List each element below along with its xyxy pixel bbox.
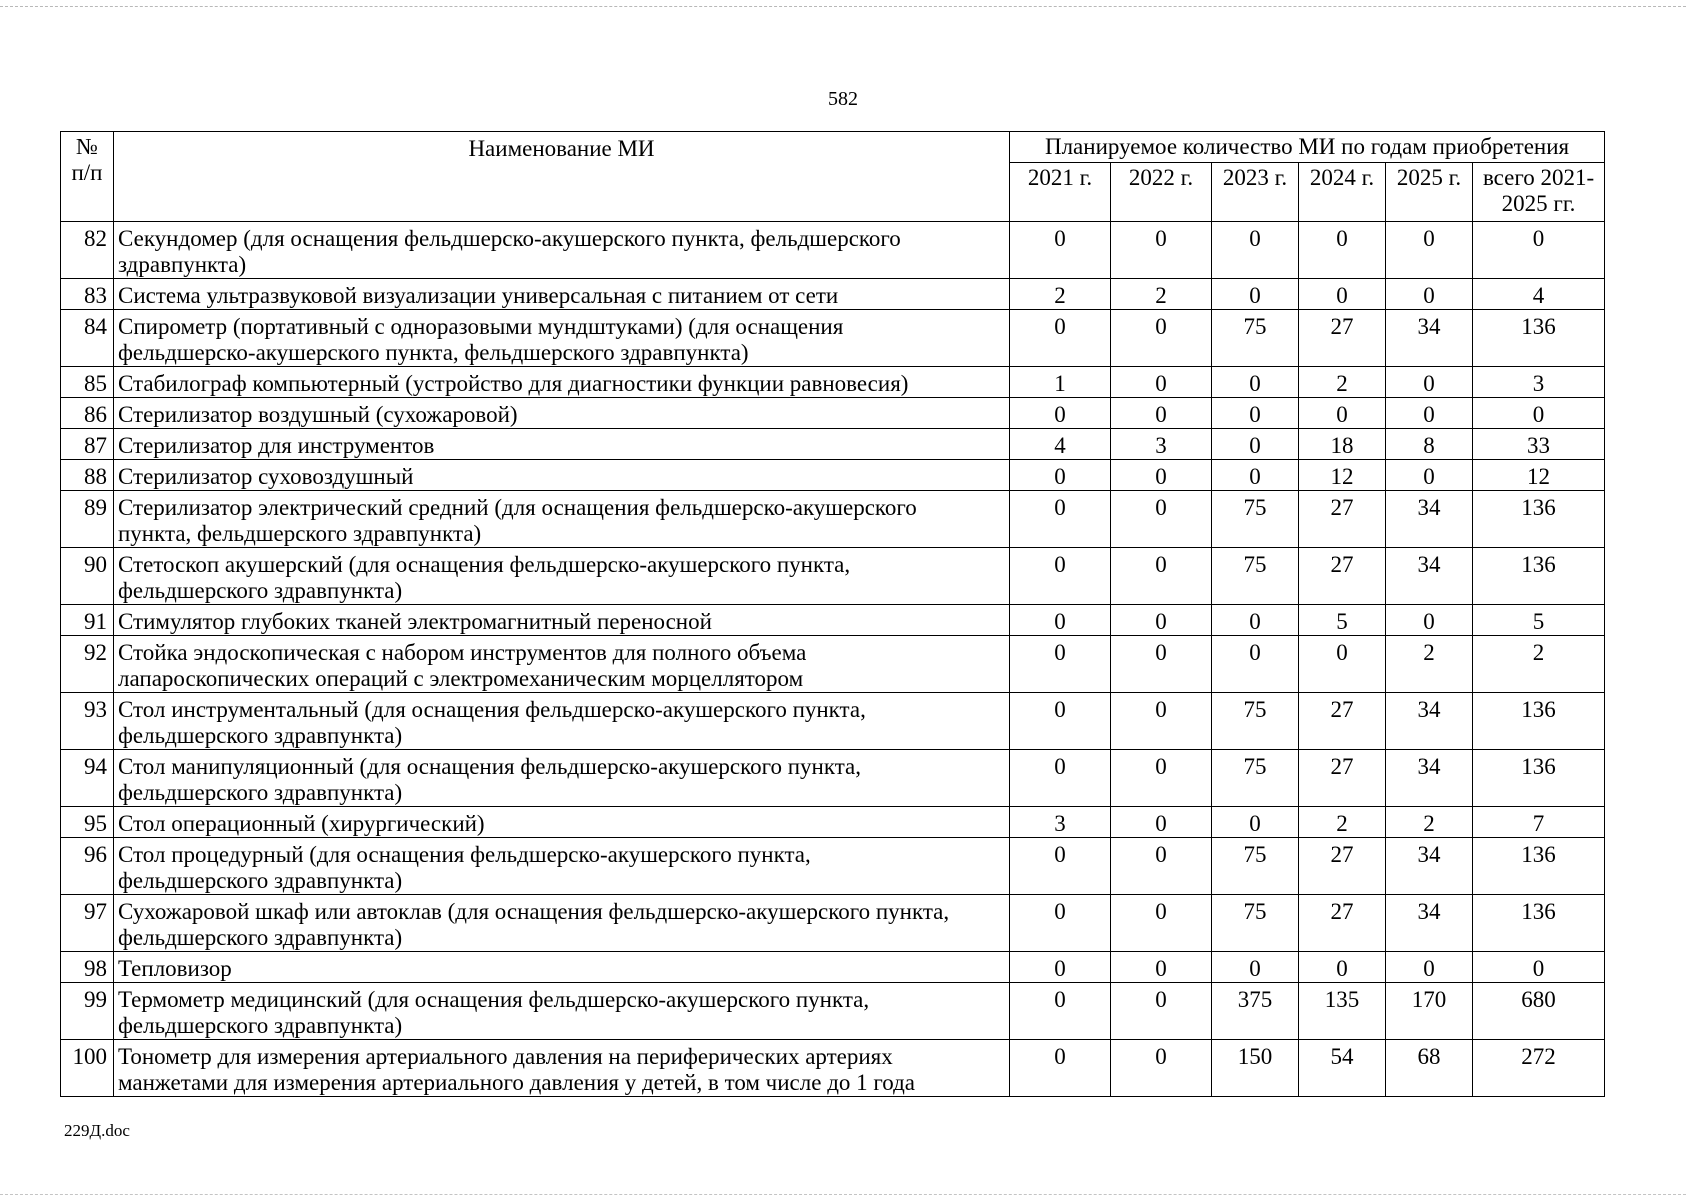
row-total: 136 [1473, 491, 1605, 548]
row-name-line: Стабилограф компьютерный (устройство для диагностики функции равновесия) [118, 371, 909, 396]
row-value-2024: 0 [1299, 279, 1386, 310]
row-total: 5 [1473, 605, 1605, 636]
row-total: 136 [1473, 750, 1605, 807]
row-value-2025: 2 [1386, 636, 1473, 693]
row-value-2023: 0 [1212, 952, 1299, 983]
row-value-2021: 1 [1010, 367, 1111, 398]
row-value-2021: 0 [1010, 491, 1111, 548]
row-total: 2 [1473, 636, 1605, 693]
row-value-2024: 0 [1299, 952, 1386, 983]
row-value-2022: 0 [1111, 895, 1212, 952]
table-row [61, 605, 1605, 636]
table-row [61, 952, 1605, 983]
row-number: 99 [61, 983, 114, 1040]
row-number: 87 [61, 429, 114, 460]
row-value-2023: 0 [1212, 398, 1299, 429]
row-number: 91 [61, 605, 114, 636]
row-value-2021: 0 [1010, 838, 1111, 895]
row-number: 95 [61, 807, 114, 838]
row-value-2021: 0 [1010, 398, 1111, 429]
row-name [114, 636, 1010, 693]
header-year-2023: 2023 г. [1212, 163, 1299, 222]
header-total-line2: 2025 гг. [1501, 191, 1576, 216]
row-value-2023: 75 [1212, 491, 1299, 548]
row-total: 136 [1473, 693, 1605, 750]
row-value-2024: 27 [1299, 491, 1386, 548]
row-value-2022: 0 [1111, 1040, 1212, 1097]
row-value-2024: 0 [1299, 636, 1386, 693]
row-value-2023: 150 [1212, 1040, 1299, 1097]
table-row [61, 750, 1605, 807]
header-name: Наименование МИ [114, 132, 1010, 222]
row-value-2025: 68 [1386, 1040, 1473, 1097]
row-value-2022: 0 [1111, 310, 1212, 367]
row-value-2022: 0 [1111, 952, 1212, 983]
row-total: 136 [1473, 548, 1605, 605]
row-value-2022: 2 [1111, 279, 1212, 310]
table-row [61, 636, 1605, 693]
header-group: Планируемое количество МИ по годам приобретения [1010, 132, 1605, 163]
row-value-2025: 34 [1386, 491, 1473, 548]
row-value-2025: 170 [1386, 983, 1473, 1040]
row-name-line: Тепловизор [118, 956, 232, 981]
row-value-2024: 5 [1299, 605, 1386, 636]
scan-edge-top [0, 6, 1686, 7]
row-name [114, 279, 1010, 310]
row-value-2023: 0 [1212, 636, 1299, 693]
row-number: 96 [61, 838, 114, 895]
table-row [61, 895, 1605, 952]
row-value-2024: 0 [1299, 398, 1386, 429]
row-name-line: фельдшерско-акушерского пункта, фельдшерского здравпункта) [118, 340, 749, 365]
row-name-line: Стол операционный (хирургический) [118, 811, 485, 836]
row-value-2022: 3 [1111, 429, 1212, 460]
row-value-2025: 0 [1386, 222, 1473, 279]
header-num [61, 132, 114, 222]
row-value-2022: 0 [1111, 398, 1212, 429]
row-value-2021: 0 [1010, 460, 1111, 491]
row-number: 98 [61, 952, 114, 983]
row-value-2025: 34 [1386, 750, 1473, 807]
row-name-line: манжетами для измерения артериального давления у детей, в том числе до 1 года [118, 1070, 916, 1095]
row-number: 85 [61, 367, 114, 398]
row-name-line: Стерилизатор суховоздушный [118, 464, 414, 489]
row-value-2024: 2 [1299, 807, 1386, 838]
row-name-line: Стол инструментальный (для оснащения фельдшерско-акушерского пункта, [118, 697, 866, 722]
row-number: 86 [61, 398, 114, 429]
row-value-2023: 0 [1212, 807, 1299, 838]
row-value-2022: 0 [1111, 548, 1212, 605]
row-value-2025: 0 [1386, 367, 1473, 398]
table-row [61, 460, 1605, 491]
table-row [61, 398, 1605, 429]
header-num-line1: № [76, 134, 98, 159]
row-value-2023: 0 [1212, 605, 1299, 636]
row-name-line: Спирометр (портативный с одноразовыми мундштуками) (для оснащения [118, 314, 844, 339]
row-value-2021: 0 [1010, 693, 1111, 750]
row-name [114, 983, 1010, 1040]
row-name-line: пункта, фельдшерского здравпункта) [118, 521, 482, 546]
row-value-2023: 0 [1212, 279, 1299, 310]
row-name [114, 750, 1010, 807]
row-value-2023: 75 [1212, 548, 1299, 605]
scan-edge-bottom [0, 1194, 1686, 1195]
row-value-2021: 0 [1010, 605, 1111, 636]
row-value-2023: 0 [1212, 429, 1299, 460]
row-value-2025: 0 [1386, 460, 1473, 491]
row-value-2024: 27 [1299, 750, 1386, 807]
row-value-2025: 8 [1386, 429, 1473, 460]
header-total-line1: всего 2021- [1482, 165, 1595, 190]
row-number: 97 [61, 895, 114, 952]
row-total: 33 [1473, 429, 1605, 460]
row-name [114, 310, 1010, 367]
row-name [114, 838, 1010, 895]
row-value-2021: 0 [1010, 895, 1111, 952]
row-name-line: фельдшерского здравпункта) [118, 723, 403, 748]
row-value-2025: 0 [1386, 279, 1473, 310]
row-value-2022: 0 [1111, 460, 1212, 491]
row-value-2024: 27 [1299, 895, 1386, 952]
row-value-2025: 0 [1386, 398, 1473, 429]
row-name-line: Сухожаровой шкаф или автоклав (для оснащения фельдшерско-акушерского пункта, [118, 899, 950, 924]
table-row [61, 310, 1605, 367]
table-row [61, 279, 1605, 310]
row-value-2024: 12 [1299, 460, 1386, 491]
row-value-2022: 0 [1111, 750, 1212, 807]
table-row [61, 983, 1605, 1040]
row-number: 94 [61, 750, 114, 807]
row-value-2024: 135 [1299, 983, 1386, 1040]
row-value-2022: 0 [1111, 222, 1212, 279]
row-value-2025: 0 [1386, 952, 1473, 983]
row-name [114, 807, 1010, 838]
row-name-line: фельдшерского здравпункта) [118, 1013, 403, 1038]
row-value-2025: 34 [1386, 895, 1473, 952]
row-value-2022: 0 [1111, 491, 1212, 548]
row-name-line: Система ультразвуковой визуализации универсальная с питанием от сети [118, 283, 839, 308]
row-name-line: Термометр медицинский (для оснащения фельдшерско-акушерского пункта, [118, 987, 870, 1012]
row-name [114, 367, 1010, 398]
row-name-line: Стол процедурный (для оснащения фельдшерско-акушерского пункта, [118, 842, 811, 867]
row-value-2022: 0 [1111, 605, 1212, 636]
row-total: 0 [1473, 952, 1605, 983]
row-name [114, 491, 1010, 548]
row-name-line: лапароскопических операций с электромеханическим морцеллятором [118, 666, 804, 691]
row-name-line: Стойка эндоскопическая с набором инструментов для полного объема [118, 640, 807, 665]
row-value-2023: 75 [1212, 895, 1299, 952]
row-number: 82 [61, 222, 114, 279]
row-total: 680 [1473, 983, 1605, 1040]
row-number: 92 [61, 636, 114, 693]
row-value-2021: 0 [1010, 750, 1111, 807]
row-value-2021: 0 [1010, 310, 1111, 367]
footer-file-name: 229Д.doc [64, 1121, 130, 1140]
row-value-2025: 34 [1386, 838, 1473, 895]
row-name [114, 548, 1010, 605]
row-value-2021: 0 [1010, 548, 1111, 605]
row-name-line: фельдшерского здравпункта) [118, 780, 403, 805]
row-total: 272 [1473, 1040, 1605, 1097]
row-value-2025: 34 [1386, 310, 1473, 367]
row-total: 7 [1473, 807, 1605, 838]
header-year-2024: 2024 г. [1299, 163, 1386, 222]
row-name-line: Тонометр для измерения артериального давления на периферических артериях [118, 1044, 893, 1069]
row-value-2025: 34 [1386, 693, 1473, 750]
table-row [61, 807, 1605, 838]
header-year-2022: 2022 г. [1111, 163, 1212, 222]
row-value-2022: 0 [1111, 807, 1212, 838]
row-name-line: Стерилизатор воздушный (сухожаровой) [118, 402, 518, 427]
row-value-2024: 18 [1299, 429, 1386, 460]
row-value-2024: 2 [1299, 367, 1386, 398]
row-value-2025: 34 [1386, 548, 1473, 605]
row-value-2024: 54 [1299, 1040, 1386, 1097]
row-number: 83 [61, 279, 114, 310]
row-value-2024: 0 [1299, 222, 1386, 279]
row-total: 3 [1473, 367, 1605, 398]
row-value-2022: 0 [1111, 636, 1212, 693]
row-value-2023: 75 [1212, 838, 1299, 895]
page-number: 582 [828, 88, 858, 110]
row-value-2021: 0 [1010, 1040, 1111, 1097]
row-value-2023: 0 [1212, 367, 1299, 398]
row-value-2022: 0 [1111, 838, 1212, 895]
row-name [114, 460, 1010, 491]
row-name [114, 895, 1010, 952]
row-number: 84 [61, 310, 114, 367]
row-name [114, 952, 1010, 983]
row-name [114, 398, 1010, 429]
header-year-2021: 2021 г. [1010, 163, 1111, 222]
equipment-table [60, 131, 1605, 1097]
table-row [61, 491, 1605, 548]
row-value-2021: 0 [1010, 222, 1111, 279]
row-number: 93 [61, 693, 114, 750]
row-name-line: фельдшерского здравпункта) [118, 925, 403, 950]
row-value-2021: 0 [1010, 636, 1111, 693]
header-year-2025: 2025 г. [1386, 163, 1473, 222]
row-name [114, 1040, 1010, 1097]
header-total [1473, 163, 1605, 222]
row-name-line: Секундомер (для оснащения фельдшерско-акушерского пункта, фельдшерского [118, 226, 901, 251]
row-name-line: фельдшерского здравпункта) [118, 868, 403, 893]
row-value-2021: 2 [1010, 279, 1111, 310]
row-name-line: Стерилизатор электрический средний (для оснащения фельдшерско-акушерского [118, 495, 917, 520]
row-value-2021: 0 [1010, 952, 1111, 983]
row-value-2022: 0 [1111, 983, 1212, 1040]
table-row [61, 548, 1605, 605]
header-num-line2: п/п [71, 160, 103, 185]
row-name-line: Стерилизатор для инструментов [118, 433, 435, 458]
row-value-2022: 0 [1111, 367, 1212, 398]
row-name-line: Стимулятор глубоких тканей электромагнитный переносной [118, 609, 712, 634]
table-row [61, 367, 1605, 398]
row-total: 0 [1473, 398, 1605, 429]
row-value-2024: 27 [1299, 838, 1386, 895]
table-row [61, 693, 1605, 750]
row-value-2024: 27 [1299, 310, 1386, 367]
row-name-line: Стетоскоп акушерский (для оснащения фельдшерско-акушерского пункта, [118, 552, 851, 577]
table-row [61, 1040, 1605, 1097]
row-total: 0 [1473, 222, 1605, 279]
row-value-2023: 75 [1212, 693, 1299, 750]
row-value-2023: 0 [1212, 460, 1299, 491]
row-total: 12 [1473, 460, 1605, 491]
row-total: 136 [1473, 310, 1605, 367]
row-name-line: фельдшерского здравпункта) [118, 578, 403, 603]
row-name [114, 605, 1010, 636]
row-total: 136 [1473, 838, 1605, 895]
row-number: 90 [61, 548, 114, 605]
row-name-line: Стол манипуляционный (для оснащения фельдшерско-акушерского пункта, [118, 754, 862, 779]
table-row [61, 222, 1605, 279]
row-value-2021: 3 [1010, 807, 1111, 838]
row-value-2023: 0 [1212, 222, 1299, 279]
row-name [114, 222, 1010, 279]
row-value-2021: 4 [1010, 429, 1111, 460]
row-value-2024: 27 [1299, 693, 1386, 750]
row-name [114, 429, 1010, 460]
row-number: 100 [61, 1040, 114, 1097]
row-value-2023: 75 [1212, 750, 1299, 807]
row-name [114, 693, 1010, 750]
row-value-2024: 27 [1299, 548, 1386, 605]
table-row [61, 838, 1605, 895]
row-value-2023: 75 [1212, 310, 1299, 367]
row-name-line: здравпункта) [118, 252, 247, 277]
table-row [61, 429, 1605, 460]
row-number: 89 [61, 491, 114, 548]
row-value-2023: 375 [1212, 983, 1299, 1040]
table-header [61, 132, 1605, 222]
table-body [61, 222, 1605, 1097]
row-value-2025: 0 [1386, 605, 1473, 636]
row-total: 136 [1473, 895, 1605, 952]
row-number: 88 [61, 460, 114, 491]
row-value-2022: 0 [1111, 693, 1212, 750]
row-value-2025: 2 [1386, 807, 1473, 838]
row-value-2021: 0 [1010, 983, 1111, 1040]
row-total: 4 [1473, 279, 1605, 310]
